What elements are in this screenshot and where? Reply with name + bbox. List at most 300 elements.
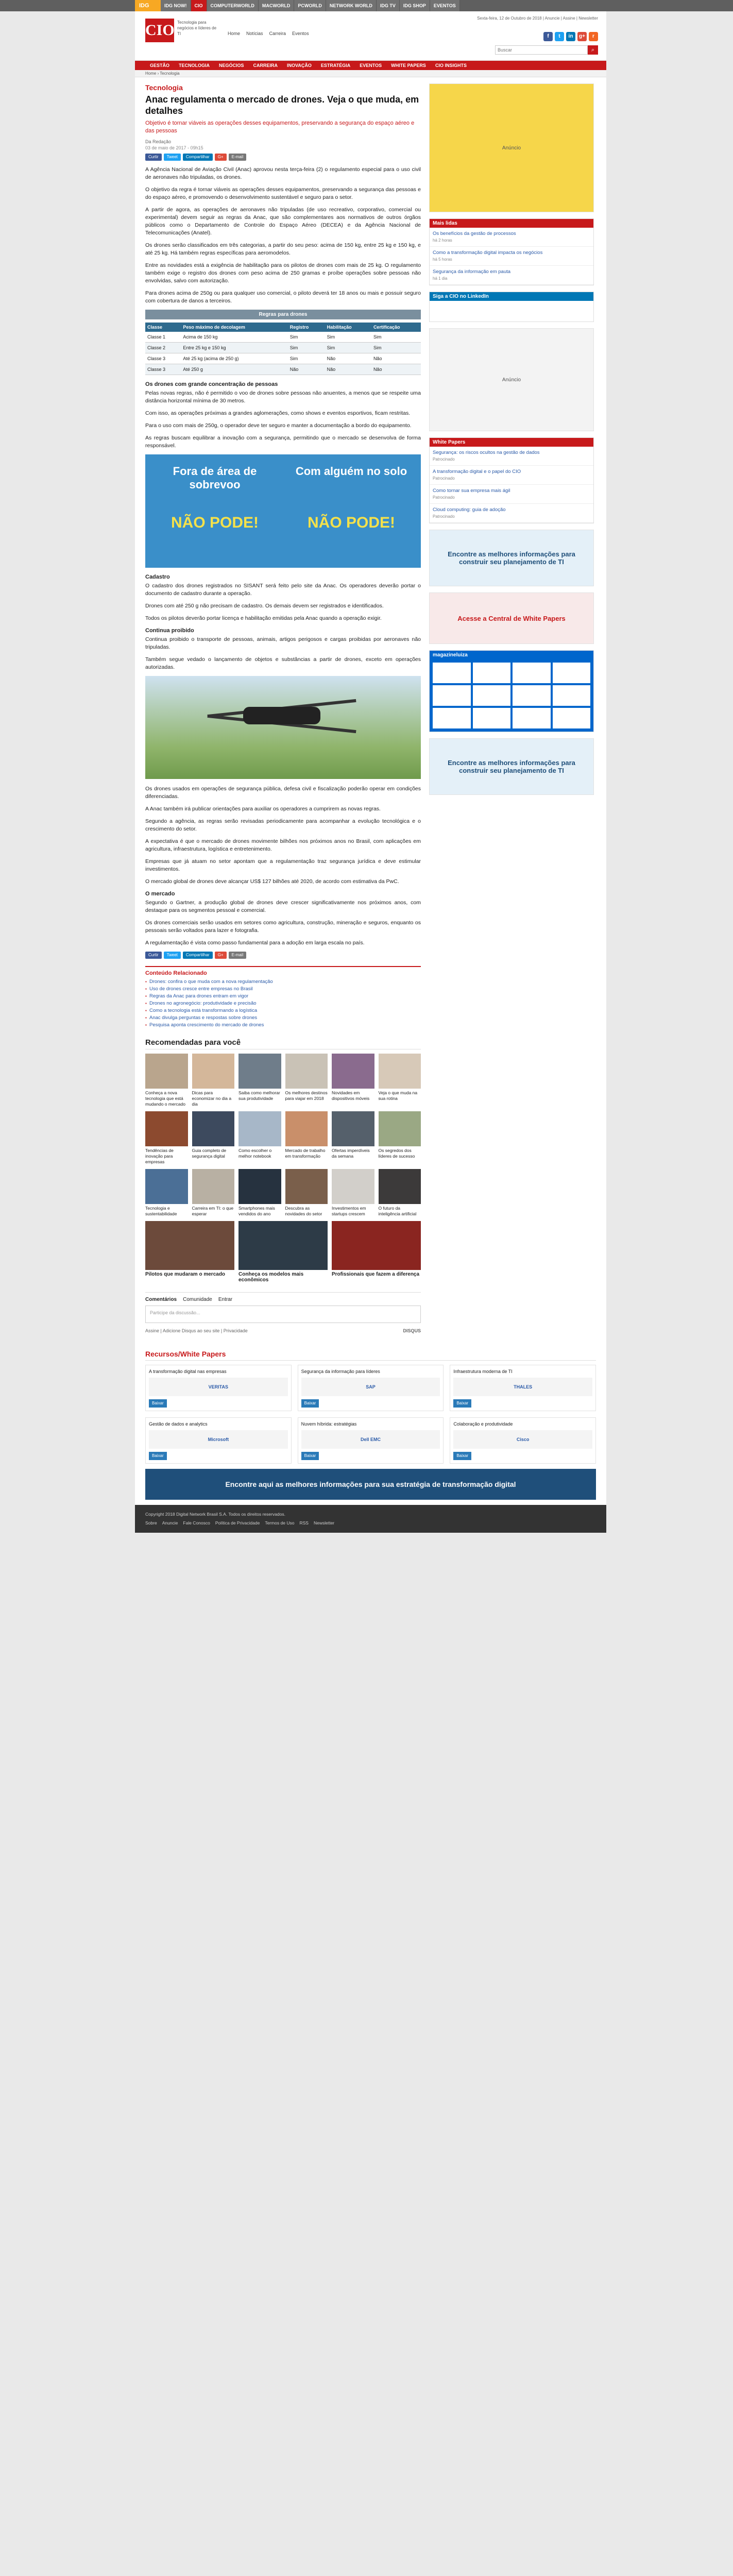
paragraph: Entre as novidades está a exigência de habilitação para os pilotos de drones com mais de 25 kg. O regulamento também exige o registro dos drones com peso acima de 250 gramas e proíbe operações sobre pessoas não envolvidas, salvo com autorização. [145, 262, 421, 284]
article-column [145, 83, 421, 1333]
white-paper-card[interactable] [145, 1417, 292, 1464]
paragraph: Os drones usados em operações de segurança pública, defesa civil e fiscalização poderão operar em condições diferenciadas. [145, 786, 421, 800]
table-header-row [145, 323, 421, 332]
white-paper-title: Nuvem híbrida: estratégias [301, 1421, 357, 1427]
network-tab[interactable]: CIO [191, 0, 207, 11]
share-button[interactable]: Curtir [145, 952, 162, 959]
sidebar-link-meta: há 1 dia [433, 276, 448, 281]
sidebar-link[interactable] [430, 485, 593, 504]
drone-photo [145, 676, 421, 779]
section-label[interactable]: Tecnologia [145, 83, 183, 92]
network-tab[interactable]: IDG TV [377, 0, 400, 11]
search-input[interactable] [495, 45, 588, 55]
white-paper-download-button[interactable]: Baixar [149, 1452, 167, 1460]
recommended-card[interactable] [332, 1169, 374, 1217]
sidebar-link[interactable] [430, 447, 593, 466]
article-title: Anac regulamenta o mercado de drones. Veja o que muda, em detalhes [145, 94, 419, 116]
recommended-thumbnail [332, 1111, 374, 1146]
nav-item[interactable]: CIO INSIGHTS [435, 63, 467, 68]
recommended-title: Recomendadas para você [145, 1038, 421, 1049]
white-paper-card[interactable] [298, 1417, 444, 1464]
drone-rules-table [145, 323, 421, 375]
recommended-text: Dicas para economizar no dia a dia [192, 1090, 232, 1107]
paragraph: Continua proibido o transporte de pessoas, animais, artigos perigosos e cargas proibidas por aeronaves não tripuladas. [145, 636, 421, 650]
site-tagline: Tecnologia para negócios e líderes de TI [177, 20, 217, 36]
product-tile[interactable] [513, 708, 551, 728]
recommended-card[interactable] [192, 1169, 235, 1217]
footer-link[interactable]: Fale Conosco [183, 1520, 210, 1526]
related-list [145, 978, 421, 1029]
footer-links [145, 1520, 596, 1527]
article-body-2 [145, 389, 421, 450]
paragraph: A Anac também irá publicar orientações para auxiliar os operadores a cumprirem as novas regras. [145, 806, 381, 812]
white-paper-logo: Cisco [453, 1430, 592, 1449]
paragraph: A regulamentação é vista como passo fundamental para a adoção em larga escala no país. [145, 940, 365, 946]
related-link[interactable]: ▪ Uso de drones cresce entre empresas no Brasil [145, 986, 421, 993]
table-cell: Não [325, 364, 371, 375]
paragraph: O mercado global de drones deve alcançar US$ 127 bilhões até 2020, de acordo com estimativa da PwC. [145, 878, 399, 885]
main-nav [135, 61, 606, 70]
sidebar-ad-3[interactable]: Encontre as melhores informações para construir seu planejamento de TI [429, 530, 594, 586]
product-tile[interactable] [473, 685, 511, 706]
table-cell: Até 250 g [181, 364, 287, 375]
article-body-3 [145, 582, 421, 622]
footer-link[interactable]: Política de Privacidade [215, 1520, 260, 1526]
paragraph: Para drones acima de 250g ou para qualquer uso comercial, o piloto deverá ter 18 anos ou mais e possuir seguro com cobertura de danos a terceiros. [145, 290, 421, 304]
white-papers-list [430, 447, 593, 523]
white-paper-logo: SAP [301, 1378, 440, 1396]
recommended-thumbnail [379, 1111, 421, 1146]
recommended-grid-large [145, 1221, 421, 1283]
paragraph: Todos os pilotos deverão portar licença e habilitação emitidas pela Anac quando a operação exigir. [145, 615, 382, 621]
sidebar-link-meta: há 2 horas [433, 238, 452, 243]
recommended-card[interactable] [332, 1054, 374, 1107]
recommended-card[interactable] [238, 1054, 281, 1107]
network-tab[interactable]: MACWORLD [259, 0, 295, 11]
related-link[interactable]: ▪ Como a tecnologia está transformando a logística [145, 1007, 421, 1014]
table-row [145, 364, 421, 375]
recommended-text: Guia completo de segurança digital [192, 1148, 227, 1159]
recommended-card[interactable] [238, 1111, 281, 1165]
recommended-text: Ofertas imperdíveis da semana [332, 1148, 370, 1159]
paragraph: Também segue vedado o lançamento de objetos e substâncias a partir de drones, exceto em operações autorizadas. [145, 656, 421, 670]
paragraph: Empresas que já atuam no setor apontam que a regulamentação traz segurança jurídica e deve estimular investimentos. [145, 858, 421, 872]
nav-item[interactable]: CARREIRA [253, 63, 278, 68]
social-icon[interactable]: f [543, 32, 553, 41]
table-row [145, 332, 421, 343]
network-tab[interactable]: PCWORLD [294, 0, 326, 11]
recommended-thumbnail [145, 1169, 188, 1204]
article-body [145, 166, 421, 305]
search-icon: ⌕ [591, 46, 595, 53]
share-button[interactable]: G+ [215, 154, 227, 161]
magazine-box [429, 650, 594, 732]
white-paper-logo: Dell EMC [301, 1430, 440, 1449]
recommended-thumbnail [379, 1169, 421, 1204]
paragraph: A Agência Nacional de Aviação Civil (Anac) aprovou nesta terça-feira (2) o regulamento especial para o uso civil de aeronaves não tripuladas, os drones. [145, 166, 421, 180]
article-body-5 [145, 785, 421, 886]
table-cell: Não [288, 364, 325, 375]
recommended-text: O futuro da inteligência artificial [378, 1206, 417, 1216]
nav-item[interactable]: INOVAÇÃO [287, 63, 312, 68]
table-cell: Sim [371, 343, 421, 353]
recommended-thumbnail [379, 1054, 421, 1089]
breadcrumb: Home › Tecnologia [135, 70, 606, 77]
linkedin-box [429, 292, 594, 322]
sidebar-link[interactable] [430, 228, 593, 247]
nav-item[interactable]: GESTÃO [150, 63, 170, 68]
paragraph: A partir de agora, as operações de aeronaves não tripuladas (de uso recreativo, corporativo, comercial ou experimental) devem seguir as regras da Anac, que são complementares aos normativos de outros órgãos públicos como o Departamento de Controle do Espaço Aéreo (DECEA) e da Agência Nacional de Telecomunicações (Anatel). [145, 207, 421, 236]
social-icon[interactable]: in [566, 32, 575, 41]
share-button[interactable]: E-mail [229, 154, 247, 161]
recommended-card[interactable] [379, 1054, 421, 1107]
recommended-card[interactable] [285, 1169, 328, 1217]
header-link[interactable]: Home [228, 31, 241, 36]
nav-item[interactable]: ESTRATÉGIA [320, 63, 351, 68]
share-button[interactable]: G+ [215, 952, 227, 959]
network-tab[interactable]: IDG SHOP [400, 0, 430, 11]
related-link[interactable]: ▪ Drones no agronegócio: produtividade e precisão [145, 1000, 421, 1007]
network-tab[interactable]: IDG NOW! [161, 0, 191, 11]
table-cell: Não [325, 353, 371, 364]
most-read-list [430, 228, 593, 285]
product-tile[interactable] [433, 685, 471, 706]
recommended-text: Conheça os modelos mais econômicos [238, 1272, 304, 1283]
header-link[interactable]: Notícias [246, 31, 263, 36]
sidebar-link-title: A transformação digital e o papel do CIO [433, 469, 521, 474]
white-paper-download-button[interactable]: Baixar [453, 1399, 471, 1408]
table-header-cell: Classe [145, 323, 181, 332]
product-tile[interactable] [553, 708, 591, 728]
sidebar-link-meta: Patrocinado [433, 476, 455, 481]
network-tabs [161, 0, 460, 11]
white-paper-logo: Microsoft [149, 1430, 288, 1449]
table-cell: Acima de 150 kg [181, 332, 287, 343]
sidebar-link-title: Como a transformação digital impacta os negócios [433, 250, 543, 256]
recommended-card[interactable] [145, 1111, 188, 1165]
footer-link[interactable]: Newsletter [313, 1520, 335, 1526]
article-body-6 [145, 899, 421, 947]
magazine-grid [430, 659, 593, 732]
product-tile[interactable] [513, 663, 551, 683]
product-tile[interactable] [433, 708, 471, 728]
illustration-caption-right: Com alguém no solo [295, 465, 407, 478]
social-icon[interactable]: t [555, 32, 564, 41]
recommended-thumbnail [285, 1169, 328, 1204]
sidebar-link-title: Segurança da informação em pauta [433, 269, 511, 275]
page [135, 11, 606, 1533]
recommended-card[interactable] [145, 1169, 188, 1217]
section-heading: O mercado [145, 891, 175, 897]
recommended-card[interactable] [379, 1169, 421, 1217]
share-button[interactable]: Tweet [164, 952, 181, 959]
related-link[interactable]: ▪ Regras da Anac para drones entram em vigor [145, 993, 421, 1000]
white-papers-section-title: Recursos/White Papers [145, 1350, 596, 1361]
recommended-thumbnail [238, 1221, 328, 1270]
recommended-thumbnail [332, 1221, 421, 1270]
product-tile[interactable] [473, 708, 511, 728]
comments-section [145, 1292, 421, 1333]
section-heading: Continua proibido [145, 628, 194, 634]
social-icon[interactable]: r [589, 32, 598, 41]
recommended-card-large[interactable] [238, 1221, 328, 1283]
sidebar-link-meta: Patrocinado [433, 457, 455, 462]
top-bar [0, 0, 733, 11]
recommended-text: Investimentos em startups crescem [332, 1206, 366, 1216]
recommended-thumbnail [238, 1169, 281, 1204]
sidebar-link-meta: Patrocinado [433, 495, 455, 500]
product-tile[interactable] [513, 685, 551, 706]
recommended-thumbnail [238, 1054, 281, 1089]
comment-tabs [145, 1297, 421, 1302]
footer-link[interactable]: Anuncie [162, 1520, 178, 1526]
recommended-thumbnail [192, 1169, 235, 1204]
recommended-text: Os segredos dos líderes de sucesso [378, 1148, 415, 1159]
paragraph: Com isso, as operações próximas a grandes aglomerações, como shows e eventos esportivos, ficam restritas. [145, 410, 411, 416]
share-button[interactable]: Curtir [145, 154, 162, 161]
article-date: 03 de maio de 2017 - 09h15 [145, 145, 203, 150]
table-cell: Classe 1 [145, 332, 181, 343]
table-cell: Sim [288, 353, 325, 364]
sidebar-ad[interactable]: Anúncio [429, 83, 594, 212]
sidebar-link-title: Como tornar sua empresa mais ágil [433, 488, 510, 494]
social-buttons [543, 32, 598, 41]
sidebar-link[interactable] [430, 466, 593, 485]
recommended-text: Como escolher o melhor notebook [238, 1148, 272, 1159]
sidebar-ad-2[interactable]: Anúncio [429, 328, 594, 431]
search-button[interactable] [588, 45, 598, 55]
white-paper-download-button[interactable]: Baixar [301, 1399, 319, 1408]
nav-item[interactable]: TECNOLOGIA [179, 63, 210, 68]
white-paper-title: Segurança da informação para líderes [301, 1369, 380, 1374]
paragraph: Segundo o Gartner, a produção global de drones deve crescer significativamente nos próximos anos, com destaque para os segmentos pessoal e comercial. [145, 900, 421, 913]
illustration-no-left: NÃO PODE! [171, 514, 259, 531]
white-paper-card[interactable] [145, 1365, 292, 1411]
nav-item[interactable]: EVENTOS [360, 63, 382, 68]
white-paper-title: A transformação digital nas empresas [149, 1369, 227, 1374]
white-paper-logo: THALES [453, 1378, 592, 1396]
disqus-links[interactable]: Assine | Adicione Disqus ao seu site | Privacidade [145, 1328, 248, 1333]
nav-item[interactable]: NEGÓCIOS [219, 63, 244, 68]
magazine-title: magazineluiza [430, 651, 593, 659]
paragraph: Drones com até 250 g não precisam de cadastro. Os demais devem ser registrados e identificados. [145, 603, 384, 609]
article-subtitle: Objetivo é tornar viáveis as operações desses equipamentos, preservando a segurança do espaço aéreo e das pessoas [145, 120, 415, 134]
recommended-text: Carreira em TI: o que esperar [192, 1206, 234, 1216]
section-heading: Os drones com grande concentração de pessoas [145, 381, 278, 387]
most-read-box [429, 218, 594, 285]
network-tab[interactable]: EVENTOS [430, 0, 460, 11]
paragraph: A expectativa é que o mercado de drones movimente bilhões nos próximos anos no Brasil, com aplicações em agricultura, infraestrutura, logística e entretenimento. [145, 838, 421, 852]
recommended-card[interactable] [192, 1054, 235, 1107]
table-title: Regras para drones [145, 310, 421, 319]
illustration-caption-left: Fora de área de sobrevoo [173, 465, 257, 491]
related-link[interactable]: ▪ Pesquisa aponta crescimento do mercado de drones [145, 1022, 421, 1029]
table-header-cell: Peso máximo de decolagem [181, 323, 287, 332]
recommended-text: Profissionais que fazem a diferença [332, 1272, 420, 1277]
header-utility[interactable]: Sexta-feira, 12 de Outubro de 2018 | Anuncie | Assine | Newsletter [477, 16, 598, 21]
recommended-thumbnail [285, 1111, 328, 1146]
header-link[interactable]: Eventos [292, 31, 309, 36]
most-read-title: Mais lidas [430, 219, 593, 228]
share-button[interactable]: Compartilhar [183, 952, 213, 959]
sidebar-link[interactable] [430, 504, 593, 523]
site-header [135, 11, 606, 61]
network-logo[interactable]: IDG [135, 0, 161, 11]
recommended-card[interactable] [285, 1054, 328, 1107]
table-cell: Entre 25 kg e 150 kg [181, 343, 287, 353]
product-tile[interactable] [433, 663, 471, 683]
drone-body [243, 707, 320, 724]
paragraph: Segundo a agência, as regras serão revisadas periodicamente para acompanhar a evolução tecnológica e o crescimento do setor. [145, 818, 421, 832]
paragraph: Pelas novas regras, não é permitido o voo de drones sobre pessoas não anuentes, a menos que se respeite uma distância horizontal mínima de 30 metros. [145, 390, 421, 404]
footer-link[interactable]: RSS [299, 1520, 309, 1526]
recommended-text: Conheça a nova tecnologia que está mudando o mercado [145, 1090, 185, 1107]
sidebar-link[interactable] [430, 247, 593, 266]
footer-banner[interactable]: Encontre aqui as melhores informações para sua estratégia de transformação digital [145, 1469, 596, 1500]
white-paper-title: Infraestrutura moderna de TI [453, 1369, 513, 1374]
white-papers-title: White Papers [430, 438, 593, 447]
white-paper-logo: VERITAS [149, 1378, 288, 1396]
recommended-card[interactable] [192, 1111, 235, 1165]
recommended-card[interactable] [145, 1054, 188, 1107]
product-tile[interactable] [553, 663, 591, 683]
recommended-thumbnail [145, 1221, 234, 1270]
recommended-thumbnail [192, 1111, 235, 1146]
comment-tab[interactable]: Entrar [218, 1297, 233, 1302]
sidebar-link-title: Cloud computing: guia de adoção [433, 507, 506, 513]
disqus-logo[interactable]: DISQUS [403, 1328, 421, 1333]
recommended-thumbnail [145, 1054, 188, 1089]
recommended-text: Tendências de inovação para empresas [145, 1148, 174, 1164]
white-papers-box [429, 437, 594, 523]
sidebar-ad-4[interactable]: Acesse a Central de White Papers [429, 592, 594, 644]
share-button[interactable]: Compartilhar [183, 154, 213, 161]
table-header-cell: Habilitação [325, 323, 371, 332]
header-link[interactable]: Carreira [269, 31, 286, 36]
white-paper-title: Colaboração e produtividade [453, 1421, 513, 1427]
recommended-card-large[interactable] [332, 1221, 421, 1283]
recommended-thumbnail [192, 1054, 235, 1089]
footer-link[interactable]: Termos de Uso [265, 1520, 295, 1526]
site-logo[interactable]: CIO [145, 19, 174, 42]
search-box [495, 45, 598, 55]
footer-link[interactable]: Sobre [145, 1520, 157, 1526]
recommended-thumbnail [285, 1054, 328, 1089]
recommended-thumbnail [332, 1169, 374, 1204]
recommended-card[interactable] [379, 1111, 421, 1165]
white-paper-download-button[interactable]: Baixar [453, 1452, 471, 1460]
related-title: Conteúdo Relacionado [145, 970, 207, 976]
article-body-4 [145, 636, 421, 671]
table-cell: Classe 3 [145, 353, 181, 364]
paragraph: Para o uso com mais de 250g, o operador deve ter seguro e manter a documentação a bordo do equipamento. [145, 422, 412, 429]
comment-input[interactable]: Participe da discussão... [145, 1306, 421, 1323]
nav-item[interactable]: WHITE PAPERS [391, 63, 426, 68]
network-tab[interactable]: NETWORK WORLD [326, 0, 377, 11]
table-cell: Sim [288, 332, 325, 343]
white-paper-title: Gestão de dados e analytics [149, 1421, 208, 1427]
white-paper-card[interactable] [298, 1365, 444, 1411]
paragraph: O objetivo da regra é tornar viáveis as operações desses equipamentos, preservando a segurança das pessoas e do espaço aéreo, e promovendo o desenvolvimento sustentável e seguro para o setor. [145, 187, 421, 200]
illustration-no-fly [145, 454, 421, 568]
share-button[interactable]: Tweet [164, 154, 181, 161]
share-button[interactable]: E-mail [229, 952, 247, 959]
recommended-text: Mercado de trabalho em transformação [285, 1148, 326, 1159]
recommended-card[interactable] [285, 1111, 328, 1165]
paragraph: Os drones serão classificados em três categorias, a partir do seu peso: acima de 150 kg, entre 25 kg e 150 kg, e até 25 kg. Há também regras específicas para aeromodelos. [145, 242, 421, 256]
disqus-footer [145, 1328, 421, 1333]
recommended-card[interactable] [238, 1169, 281, 1217]
comment-tab[interactable]: Comunidade [183, 1297, 212, 1302]
table-cell: Sim [288, 343, 325, 353]
related-link[interactable]: ▪ Drones: confira o que muda com a nova regulamentação [145, 978, 421, 986]
recommended-grid [145, 1054, 421, 1217]
recommended-thumbnail [145, 1111, 188, 1146]
share-row-bottom [145, 952, 421, 959]
white-paper-download-button[interactable]: Baixar [301, 1452, 319, 1460]
paragraph: Os drones comerciais serão usados em setores como agricultura, construção, mineração e seguros, enquanto os pessoais serão voltados para lazer e fotografia. [145, 920, 421, 934]
white-paper-card[interactable] [450, 1417, 596, 1464]
recommended-thumbnail [238, 1111, 281, 1146]
recommended-text: Saiba como melhorar sua produtividade [238, 1090, 280, 1101]
sidebar-link-title: Segurança: os riscos ocultos na gestão de dados [433, 450, 540, 455]
article-byline: Da Redação [145, 139, 172, 144]
linkedin-title: Siga a CIO no LinkedIn [430, 292, 593, 301]
table-cell: Não [371, 353, 421, 364]
recommended-text: Veja o que muda na sua rotina [378, 1090, 418, 1101]
recommended-section [145, 1038, 421, 1283]
sidebar-link-title: Os benefícios da gestão de processos [433, 231, 516, 236]
recommended-card-large[interactable] [145, 1221, 234, 1283]
recommended-text: Descubra as novidades do setor [285, 1206, 322, 1216]
recommended-text: Novidades em dispositivos móveis [332, 1090, 370, 1101]
paragraph: As regras buscam equilibrar a inovação com a segurança, permitindo que o mercado se desenvolva de forma responsável. [145, 435, 421, 449]
white-papers-grid [145, 1365, 596, 1464]
social-icon[interactable]: g+ [577, 32, 587, 41]
table-cell: Sim [325, 332, 371, 343]
white-paper-card[interactable] [450, 1365, 596, 1411]
table-cell: Não [371, 364, 421, 375]
comment-tab[interactable]: Comentários [145, 1297, 177, 1302]
sidebar-link-meta: Patrocinado [433, 514, 455, 519]
related-content [145, 966, 421, 1029]
product-tile[interactable] [553, 685, 591, 706]
sidebar-link[interactable] [430, 266, 593, 285]
recommended-card[interactable] [332, 1111, 374, 1165]
section-heading: Cadastro [145, 574, 170, 580]
site-footer [135, 1505, 606, 1533]
recommended-text: Pilotos que mudaram o mercado [145, 1272, 226, 1277]
related-link[interactable]: ▪ Anac divulga perguntas e respostas sobre drones [145, 1014, 421, 1022]
table-row [145, 353, 421, 364]
network-tab[interactable]: COMPUTERWORLD [207, 0, 259, 11]
share-row [145, 154, 421, 161]
sidebar-ad-5[interactable]: Encontre as melhores informações para construir seu planejamento de TI [429, 738, 594, 795]
header-links [228, 31, 309, 36]
recommended-text: Smartphones mais vendidos do ano [238, 1206, 275, 1216]
linkedin-widget[interactable] [430, 301, 593, 321]
table-cell: Sim [325, 343, 371, 353]
table-cell: Classe 2 [145, 343, 181, 353]
white-paper-download-button[interactable]: Baixar [149, 1399, 167, 1408]
copyright: Copyright 2018 Digital Network Brasil S.A. Todos os direitos reservados. [145, 1512, 285, 1517]
white-papers-section [145, 1350, 596, 1464]
product-tile[interactable] [473, 663, 511, 683]
table-cell: Até 25 kg (acima de 250 g) [181, 353, 287, 364]
recommended-thumbnail [332, 1054, 374, 1089]
table-row [145, 343, 421, 353]
sidebar-link-meta: há 5 horas [433, 257, 452, 262]
